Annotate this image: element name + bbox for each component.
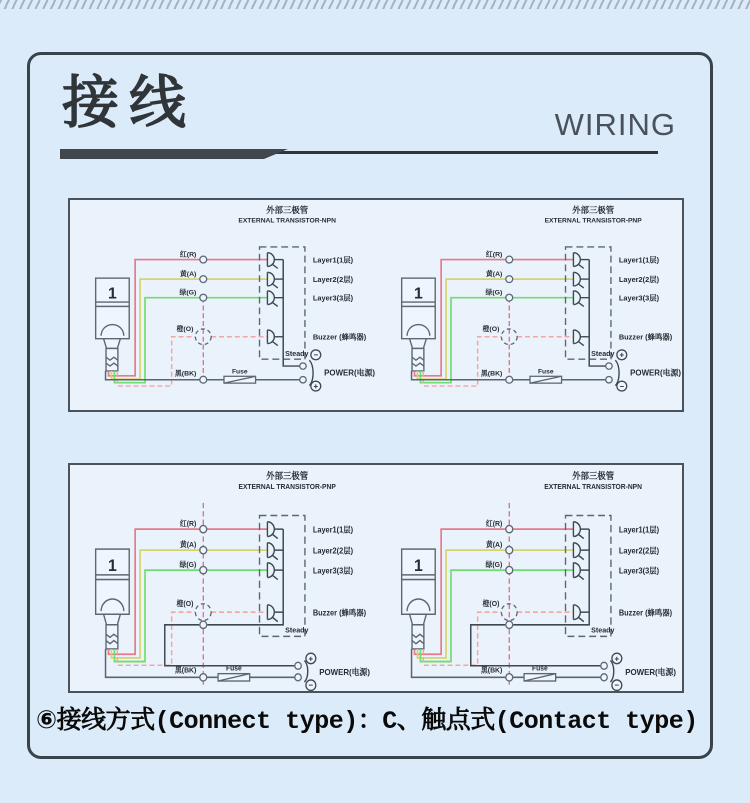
- wire-label-black: 黑(BK): [174, 370, 197, 378]
- output-label-1: Layer1(1层): [618, 255, 660, 265]
- wire-label-green: 绿(G): [179, 289, 197, 297]
- output-label-2: Layer2(2层): [618, 275, 660, 285]
- power-terminal-bottom: [295, 674, 302, 681]
- transistor-symbol-1: [267, 522, 283, 539]
- wiring-diagram-bottom-right: [376, 465, 682, 691]
- output-label-3: Layer3(3层): [618, 566, 660, 576]
- power-terminal-bottom: [601, 674, 608, 681]
- wire-green: [420, 570, 573, 661]
- fuse-symbol: [524, 674, 556, 681]
- diagram-title-en: EXTERNAL TRANSISTOR-PNP: [544, 217, 642, 225]
- terminal-2: [506, 276, 513, 283]
- diagram-bottom-right: [376, 465, 682, 691]
- output-label-4: Buzzer (蜂鸣器): [312, 608, 367, 618]
- power-sign-bottom: −: [308, 680, 314, 691]
- fuse-label: Fuse: [231, 368, 248, 376]
- page-title: 接线: [62, 71, 196, 135]
- output-label-3: Layer3(3层): [312, 293, 354, 303]
- output-label-2: Layer2(2层): [618, 546, 660, 556]
- power-label: POWER(电源): [630, 368, 681, 378]
- wire-label-red: 红(R): [179, 251, 197, 259]
- transistor-symbol-2: [267, 272, 283, 288]
- power-label: POWER(电源): [324, 368, 375, 378]
- fuse-label: Fuse: [226, 665, 242, 673]
- transistor-symbol-2: [267, 543, 283, 560]
- transistor-symbol-3: [267, 291, 283, 307]
- terminal-3: [200, 294, 207, 301]
- power-sign-top: +: [619, 350, 625, 360]
- page-title-en: WIRING: [554, 107, 676, 142]
- output-label-2: Layer2(2层): [312, 546, 354, 556]
- terminal-3: [506, 294, 513, 301]
- power-terminal-top: [295, 662, 302, 669]
- device-number: 1: [414, 285, 423, 303]
- power-terminal-bottom: [300, 376, 307, 382]
- wiring-panel: [27, 52, 713, 759]
- power-sign-bottom: −: [619, 381, 625, 391]
- wiring-diagram-top-right: [376, 200, 682, 410]
- fuse-symbol: [224, 376, 256, 383]
- terminal-1: [200, 256, 207, 263]
- output-label-1: Layer1(1层): [312, 255, 354, 265]
- steady-label: Steady: [591, 350, 615, 358]
- header-divider: [60, 149, 682, 160]
- transistor-symbol-1: [573, 522, 589, 539]
- diagram-top-left: [70, 200, 376, 410]
- panel-header: [30, 55, 710, 151]
- terminal-1: [506, 256, 513, 263]
- wire-label-green: 绿(G): [179, 560, 197, 570]
- transistor-symbol-3: [267, 563, 283, 580]
- power-sign-top: +: [308, 654, 314, 664]
- steady-label: Steady: [591, 625, 615, 635]
- diagram-title-cn: 外部三极管: [266, 470, 309, 482]
- wire-label-black: 黑(BK): [480, 370, 503, 378]
- wire-label-yellow: 黄(A): [179, 271, 197, 279]
- output-label-1: Layer1(1层): [312, 525, 354, 535]
- wire-label-red: 红(R): [485, 519, 503, 529]
- transistor-symbol-2: [573, 543, 589, 560]
- wire-black: [412, 649, 601, 677]
- power-sign-top: +: [614, 654, 620, 664]
- power-terminal-top: [601, 662, 608, 669]
- wire-label-red: 红(R): [485, 251, 503, 259]
- power-terminal-bottom: [606, 376, 613, 382]
- transistor-symbol-4: [573, 330, 589, 346]
- fuse-symbol: [530, 376, 562, 383]
- wire-label-orange: 橙(O): [176, 325, 194, 333]
- transistor-box: [566, 247, 611, 359]
- transistor-symbol-1: [267, 253, 283, 269]
- output-label-4: Buzzer (蜂鸣器): [618, 332, 673, 342]
- terminal-2: [200, 546, 207, 553]
- terminal-5: [506, 621, 513, 628]
- wire-green: [114, 570, 267, 661]
- diagram-bottom-left: [70, 465, 376, 691]
- transistor-symbol-2: [573, 272, 589, 288]
- transistor-symbol-4: [267, 605, 283, 622]
- terminal-5: [200, 621, 207, 628]
- terminal-1: [506, 525, 513, 532]
- wire-label-green: 绿(G): [485, 560, 503, 570]
- output-label-4: Buzzer (蜂鸣器): [312, 332, 367, 342]
- wire-label-yellow: 黄(A): [485, 540, 503, 550]
- wire-label-yellow: 黄(A): [485, 271, 503, 279]
- device-number: 1: [108, 556, 117, 576]
- diagram-top-right: [376, 200, 682, 410]
- steady-label: Steady: [285, 625, 309, 635]
- device-number: 1: [414, 556, 423, 576]
- wire-label-black: 黑(BK): [480, 666, 503, 675]
- wire-label-red: 红(R): [179, 519, 197, 529]
- fuse-label: Fuse: [532, 665, 548, 673]
- output-label-4: Buzzer (蜂鸣器): [618, 608, 673, 618]
- terminal-3: [506, 566, 513, 573]
- power-label: POWER(电源): [625, 668, 677, 678]
- output-label-1: Layer1(1层): [618, 525, 660, 535]
- diagram-title-cn: 外部三极管: [266, 205, 309, 216]
- wiring-diagram-bottom-left: [70, 465, 376, 691]
- transistor-symbol-3: [573, 291, 589, 307]
- wire-label-green: 绿(G): [485, 289, 503, 297]
- diagram-title-cn: 外部三极管: [572, 470, 615, 482]
- transistor-symbol-1: [573, 253, 589, 269]
- power-terminal-top: [300, 363, 307, 369]
- terminal-3: [200, 566, 207, 573]
- diagram-title-cn: 外部三极管: [572, 205, 615, 216]
- terminal-4: [506, 376, 513, 383]
- terminal-1: [200, 525, 207, 532]
- power-bracket: [610, 661, 613, 683]
- power-sign-bottom: +: [313, 381, 319, 391]
- diagram-title-en: EXTERNAL TRANSISTOR-PNP: [238, 484, 336, 492]
- terminal-4: [200, 376, 207, 383]
- device-number: 1: [108, 285, 117, 303]
- wiring-diagram-top-left: [70, 200, 376, 410]
- wire-black: [106, 649, 295, 677]
- caption: ⑥接线方式(Connect type)：C、触点式(Contact type): [36, 707, 698, 736]
- perforated-edge: [0, 0, 750, 9]
- terminal-2: [506, 546, 513, 553]
- output-label-2: Layer2(2层): [312, 275, 354, 285]
- power-bracket: [304, 661, 307, 683]
- fuse-symbol: [218, 674, 250, 681]
- power-terminal-top: [606, 363, 613, 369]
- power-sign-bottom: −: [614, 680, 620, 691]
- diagram-title-en: EXTERNAL TRANSISTOR-NPN: [238, 217, 336, 225]
- wire-label-yellow: 黄(A): [179, 540, 197, 550]
- power-sign-top: −: [313, 350, 319, 360]
- transistor-box: [566, 515, 611, 636]
- output-label-3: Layer3(3层): [312, 566, 354, 576]
- transistor-symbol-3: [573, 563, 589, 580]
- transistor-box: [260, 515, 305, 636]
- diagram-group-top: [68, 198, 684, 412]
- diagram-title-en: EXTERNAL TRANSISTOR-NPN: [544, 484, 642, 492]
- terminal-2: [200, 276, 207, 283]
- diagram-group-bottom: [68, 463, 684, 693]
- transistor-symbol-4: [573, 605, 589, 622]
- transistor-symbol-4: [267, 330, 283, 346]
- terminal-4: [506, 674, 513, 681]
- terminal-4: [200, 674, 207, 681]
- output-label-3: Layer3(3层): [618, 293, 660, 303]
- divider-bar: [60, 149, 288, 159]
- wire-label-orange: 橙(O): [482, 325, 500, 333]
- steady-label: Steady: [285, 350, 309, 358]
- power-label: POWER(电源): [319, 668, 371, 678]
- wire-label-black: 黑(BK): [174, 666, 197, 675]
- wire-label-orange: 橙(O): [176, 599, 194, 608]
- fuse-label: Fuse: [537, 368, 554, 376]
- transistor-box: [260, 247, 305, 359]
- wire-label-orange: 橙(O): [482, 599, 500, 608]
